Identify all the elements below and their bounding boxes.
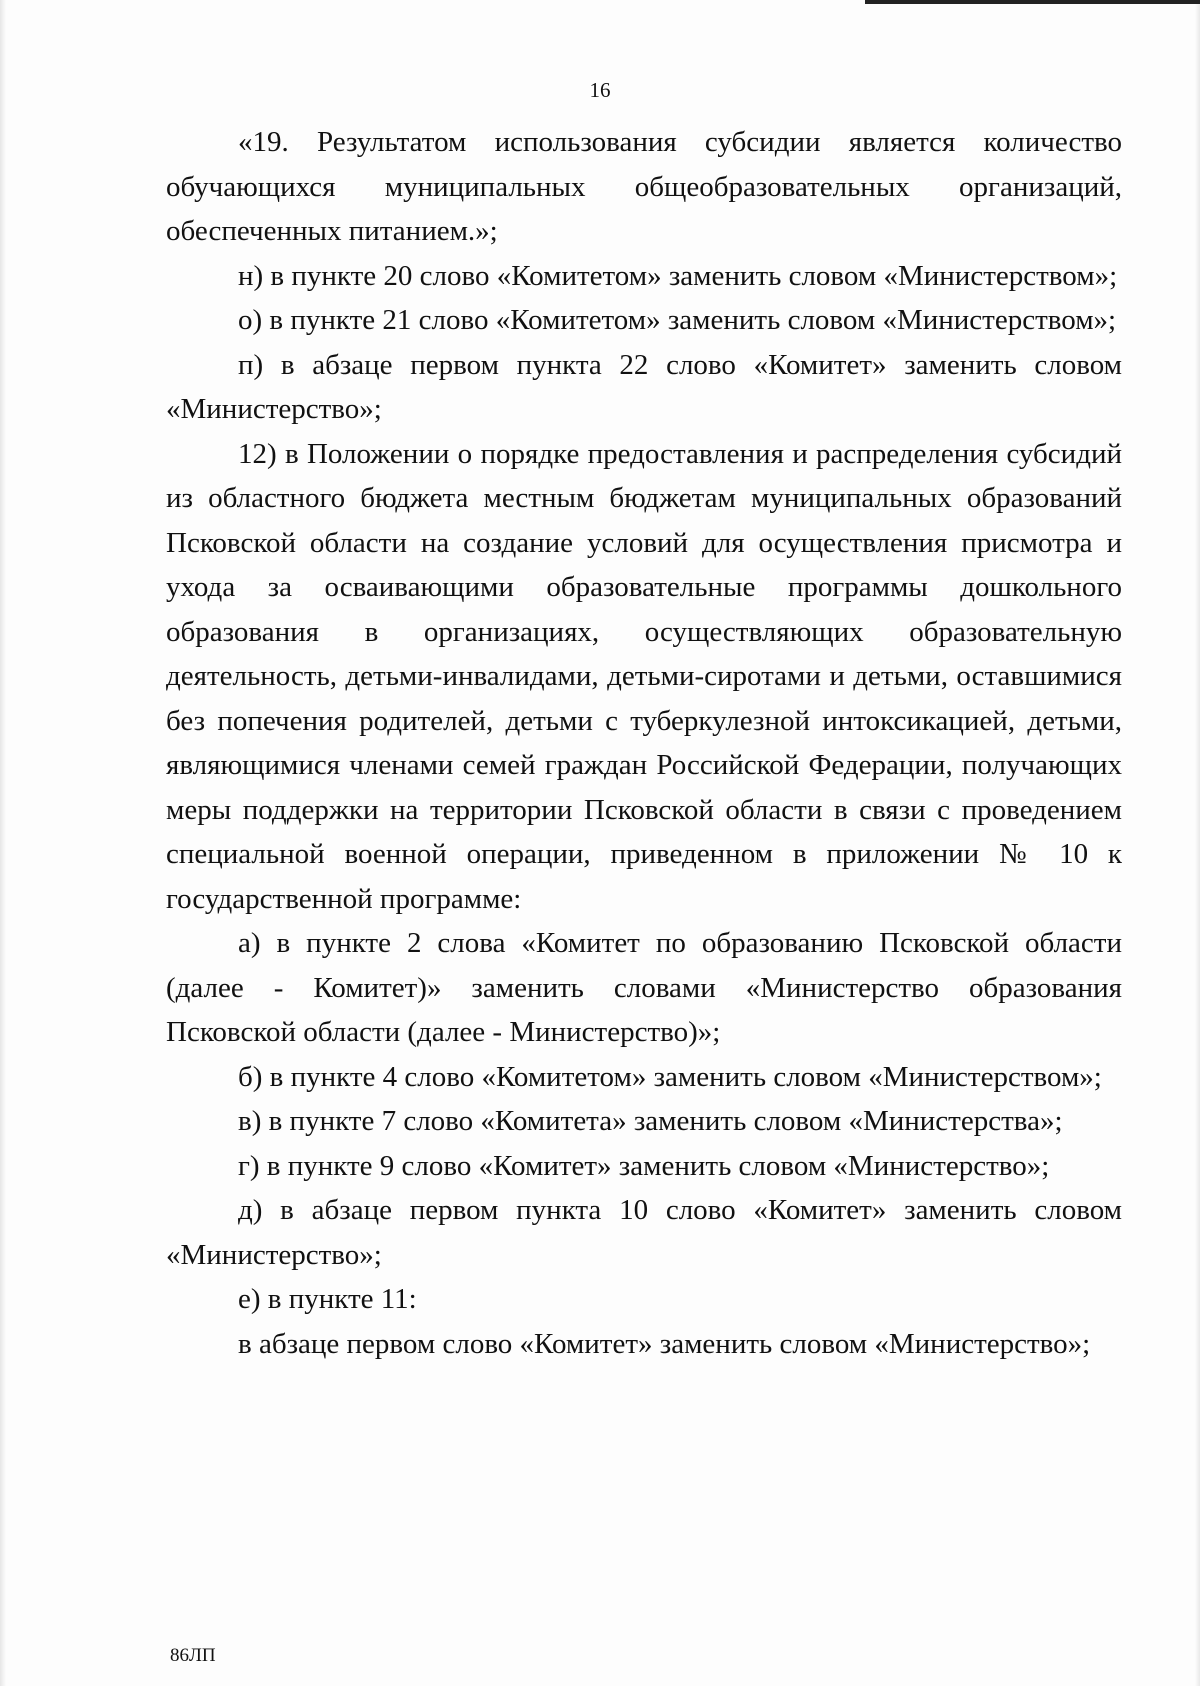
paragraph-12: 12) в Положении о порядке предоставления и распределения субсидий из областного бюджета местным бюджетам муниципальных образований Псковской области на создание условий для осуществления присмотра и ухода за осваивающими образовательные программы дошкольного образования в организациях, осуществляющих образовательную деятельность, детьми-инвалидами, детьми-сиротами и детьми, оставшимися без попечения родителей, детьми с туберкулезной интоксикацией, детьми, являющимися членами семей граждан Российской Федерации, получающих меры поддержки на территории Псковской области в связи с проведением специальной военной операции, приведенном в приложении № 10 к государственной программе: [166,437,1122,915]
paragraph-p: п) в абзаце первом пункта 22 слово «Комитет» заменить словом «Министерство»; [166,348,1122,425]
top-rule-line [865,0,1200,4]
footer-code: 86ЛП [170,1645,216,1666]
paragraph-d: д) в абзаце первом пункта 10 слово «Комитет» заменить словом «Министерство»; [166,1194,1122,1271]
paragraph-v: в) в пункте 7 слово «Комитета» заменить словом «Министерства»; [238,1105,1063,1137]
page-number: 16 [589,78,611,102]
document-body [166,120,1122,1366]
scan-edge-left [0,0,6,1686]
paragraph-n: н) в пункте 20 слово «Комитетом» заменить словом «Министерством»; [238,259,1118,292]
paragraph-result-19: «19. Результатом использования субсидии является количество обучающихся муниципальных общеобразовательных организаций, обеспеченных питанием.»; [166,126,1122,247]
paragraph-e-sub: в абзаце первом слово «Комитет» заменить словом «Министерство»; [238,1327,1091,1360]
scan-edge-right [1195,0,1200,1686]
paragraph-o: о) в пункте 21 слово «Комитетом» заменить словом «Министерством»; [238,304,1117,336]
paragraph-a: а) в пункте 2 слова «Комитет по образованию Псковской области (далее - Комитет)» заменить словами «Министерство образования Псковской области (далее - Министерство)»; [166,927,1122,1048]
paragraph-g: г) в пункте 9 слово «Комитет» заменить словом «Министерство»; [238,1149,1050,1182]
paragraph-e: е) в пункте 11: [238,1283,417,1315]
paragraph-b: б) в пункте 4 слово «Комитетом» заменить словом «Министерством»; [238,1060,1102,1093]
